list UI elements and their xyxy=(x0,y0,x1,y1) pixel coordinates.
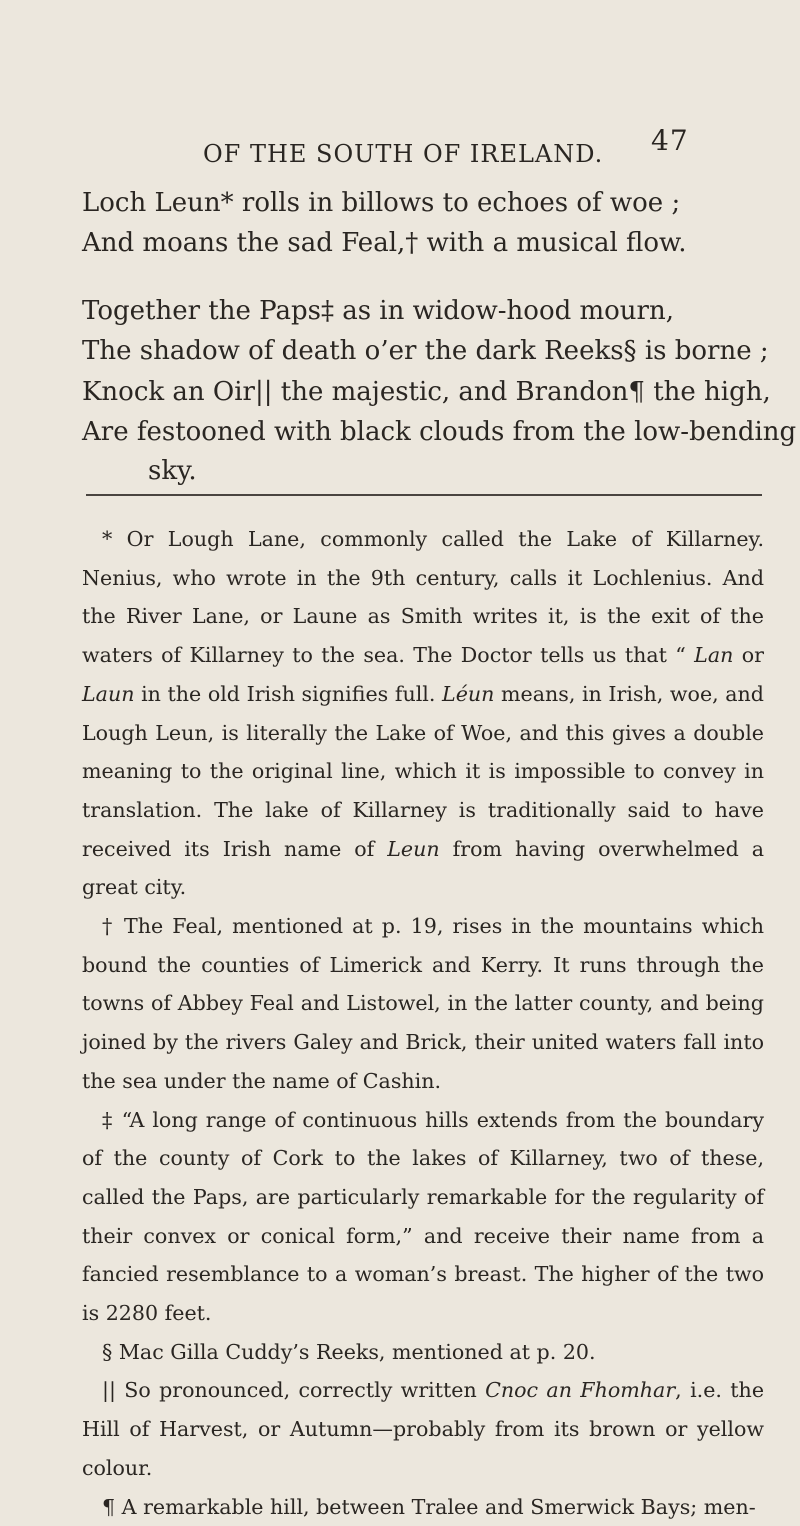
verse-line-1: Loch Leun* rolls in billows to echoes of woe ; xyxy=(82,188,681,218)
verse-line-2: And moans the sad Feal,† with a musical flow. xyxy=(82,228,687,258)
verse-line-3: Together the Paps‡ as in widow-hood mourn, xyxy=(82,296,674,326)
running-header xyxy=(203,124,723,168)
footnotes xyxy=(82,520,764,1526)
footnote-knock-an-oir: || So pronounced, correctly written Cnoc an Fhomhar, i.e. the Hill of Harvest, or Autumn—probably from its brown or yellow colour. xyxy=(82,1378,765,1480)
verse-line-7: sky. xyxy=(148,456,197,486)
footnote-feal: † The Feal, mentioned at p. 19, rises in the mountains which bound the counties of Limerick and Kerry. It runs through the towns of Abbey Feal and Listowel, in the latter county, and being joined by the rivers Galey and Brick, their united waters fall into the sea under the name of Cashin. xyxy=(82,914,764,1093)
footnote-lough-lane: * Or Lough Lane, commonly called the Lake of Killarney. Nenius, who wrote in the 9th century, calls it Lochlenius. And the River Lane, or Laune as Smith writes it, is the exit of the waters of Killarney to the sea. The Doctor tells us that “ Lan or Laun in the old Irish signifies full. Léun means, in Irish, woe, and Lough Leun, is literally the Lake of Woe, and this gives a double meaning to the original line, which it is impossible to convey in translation. The lake of Killarney is traditionally said to have received its Irish name of Leun from having overwhelmed a great city. xyxy=(82,527,764,900)
footnote-paps: ‡ “A long range of continuous hills extends from the boundary of the county of Cork to the lakes of Killarney, two of these, called the Paps, are particularly remarkable for the regularity of their convex or conical form,” and receive their name from a fancied resemblance to a woman’s breast. The higher of the two is 2280 feet. xyxy=(82,1107,764,1326)
verse-line-4: The shadow of death o’er the dark Reeks§ is borne ; xyxy=(82,336,769,366)
page-number: 47 xyxy=(651,124,689,157)
footnote-brandon: ¶ A remarkable hill, between Tralee and Smerwick Bays; men- xyxy=(102,1494,756,1519)
running-title: OF THE SOUTH OF IRELAND. xyxy=(203,140,604,168)
footnote-rule xyxy=(86,494,762,496)
verse-line-6: Are festooned with black clouds from the low-bending xyxy=(82,417,797,447)
footnote-reeks: § Mac Gilla Cuddy’s Reeks, mentioned at p. 20. xyxy=(102,1339,596,1364)
verse-line-5: Knock an Oir|| the majestic, and Brandon¶ the high, xyxy=(82,377,771,407)
